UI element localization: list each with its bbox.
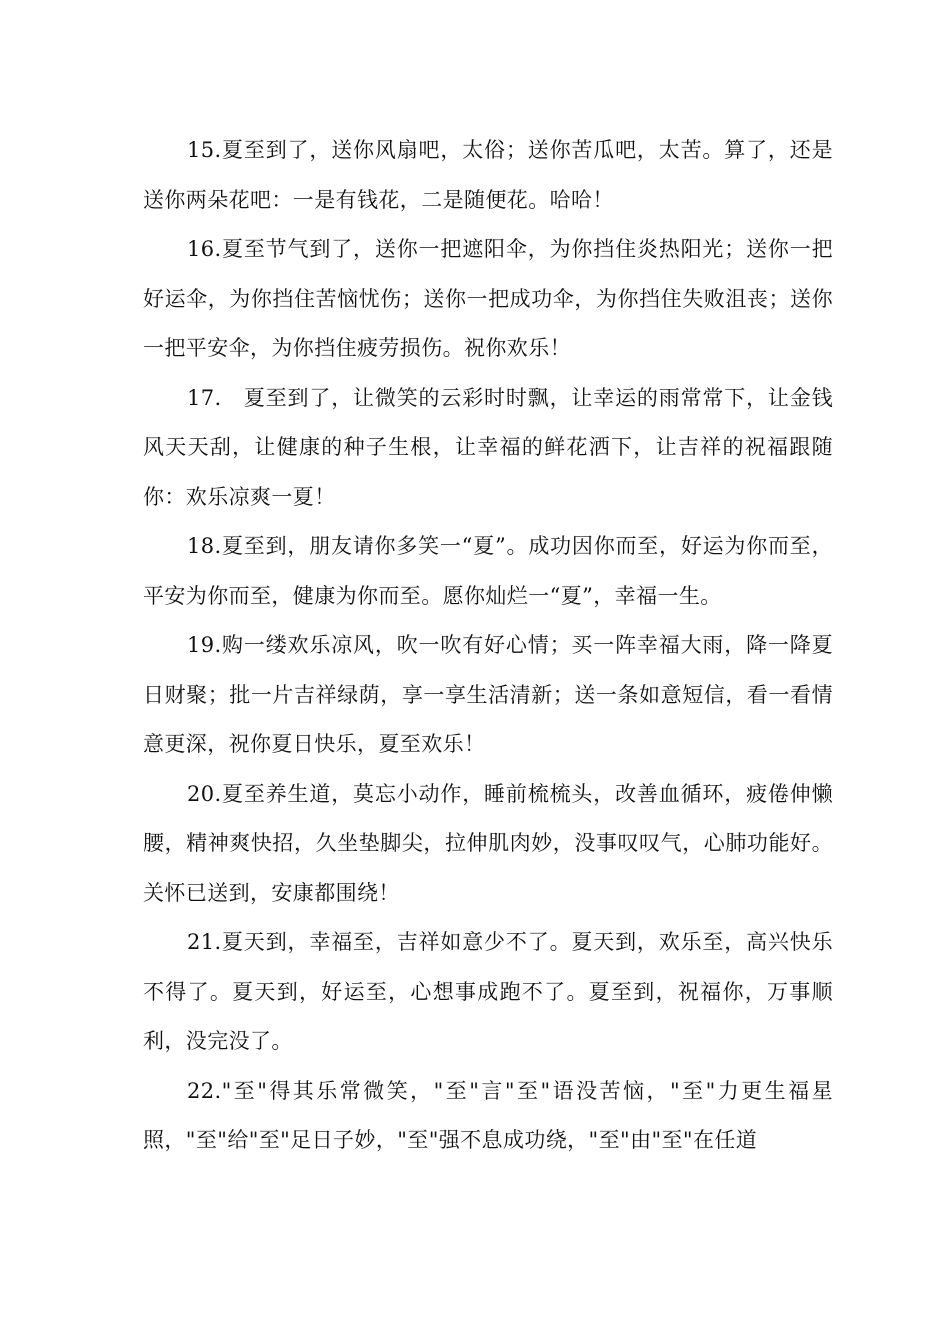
paragraph-19: 19.购一缕欢乐凉风，吹一吹有好心情；买一阵幸福大雨，降一降夏日财聚；批一片吉祥绿荫，享一享生活清新；送一条如意短信，看一看情意更深，祝你夏日快乐，夏至欢乐！ — [143, 633, 833, 756]
paragraph-22: 22."至"得其乐常微笑，"至"言"至"语没苦恼，"至"力更生福星照，"至"给"至"足日子妙，"至"强不息成功绕，"至"由"至"在任道 — [143, 1078, 833, 1152]
paragraph-17: 17. 夏至到了，让微笑的云彩时时飘，让幸运的雨常常下，让金钱风天天刮，让健康的种子生根，让幸福的鲜花洒下，让吉祥的祝福跟随你：欢乐凉爽一夏！ — [143, 385, 833, 509]
paragraph-16: 16.夏至节气到了，送你一把遮阳伞，为你挡住炎热阳光；送你一把好运伞，为你挡住苦恼忧伤；送你一把成功伞，为你挡住失败沮丧；送你一把平安伞，为你挡住疲劳损伤。祝你欢乐！ — [143, 237, 833, 360]
paragraph-15: 15.夏至到了，送你风扇吧，太俗；送你苦瓜吧，太苦。算了，还是送你两朵花吧：一是有钱花，二是随便花。哈哈！ — [143, 138, 833, 212]
paragraph-18: 18.夏至到，朋友请你多笑一“夏”。成功因你而至，好运为你而至，平安为你而至，健康为你而至。愿你灿烂一“夏”，幸福一生。 — [143, 534, 833, 608]
document-body — [143, 126, 833, 1166]
paragraph-20: 20.夏至养生道，莫忘小动作，睡前梳梳头，改善血循环，疲倦伸懒腰，精神爽快招，久坐垫脚尖，拉伸肌肉妙，没事叹叹气，心肺功能好。关怀已送到，安康都围绕！ — [143, 781, 833, 905]
paragraph-21: 21.夏天到，幸福至，吉祥如意少不了。夏天到，欢乐至，高兴快乐不得了。夏天到，好运至，心想事成跑不了。夏至到，祝福你，万事顺利，没完没了。 — [143, 930, 833, 1053]
